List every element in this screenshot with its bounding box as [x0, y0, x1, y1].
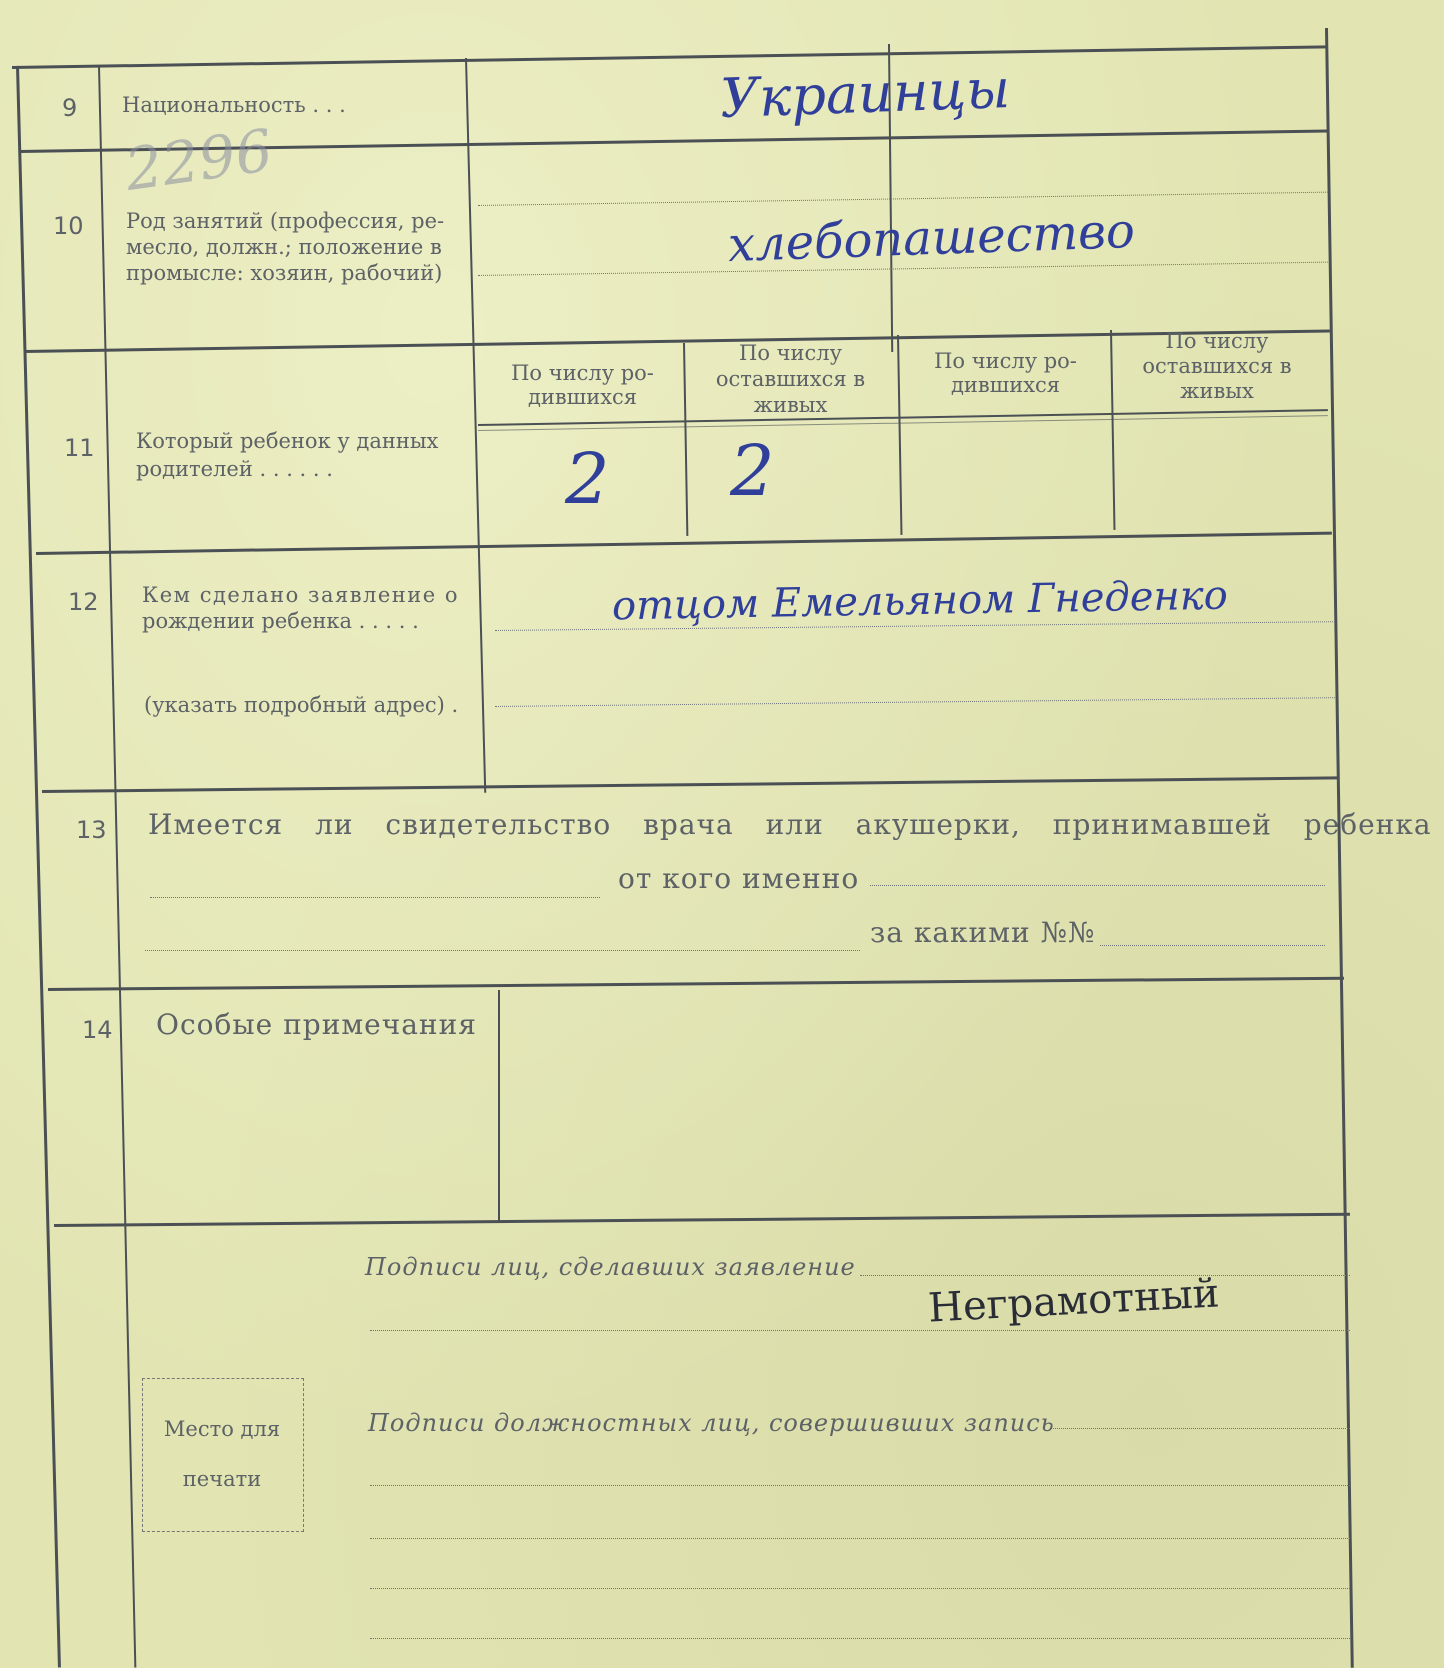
row10-label-line3: промысле: хозяин, рабочий) [126, 261, 443, 285]
row9-value: Украинцы [718, 56, 1012, 131]
row11-header2-line2: оставшихся в [715, 367, 866, 391]
row11-header1-line1: По числу ро- [511, 361, 654, 385]
stamp-place-box [142, 1378, 304, 1532]
row10-number: 10 [53, 212, 84, 240]
row10-label-line1: Род занятий (профессия, ре- [126, 209, 445, 233]
row11-label-line1: Который ребенок у данных [136, 429, 439, 453]
row11-header2-line1: По числу [739, 341, 842, 365]
row11-header3-line2: дившихся [950, 373, 1061, 397]
row14-bottom [54, 1213, 1350, 1227]
officials-signature-label: Подписи должностных лиц, совершивших запись [368, 1409, 1055, 1437]
row13-number: 13 [76, 816, 107, 844]
row12-bottom [42, 776, 1338, 793]
row11-header4-line3: живых [1180, 379, 1254, 403]
r10-dots-1 [478, 192, 1328, 206]
row11-header1-line2: дившихся [527, 385, 638, 409]
row10-label-line2: месло, должн.; положение в [126, 235, 442, 259]
row11-value-born: 2 [565, 438, 610, 520]
row11-header4-line2: оставшихся в [1142, 354, 1292, 378]
left-border [16, 66, 61, 1668]
row9-label: Национальность . . . [122, 93, 346, 117]
row12-label-line2: рождении ребенка . . . . . [142, 609, 419, 633]
label-col-border-r14 [498, 990, 500, 1222]
row11-label-line2: родителей . . . . . . [136, 457, 333, 481]
row13-text: Имеется ли свидетельство врача или акушерки, принимавшей ребенка [148, 808, 1432, 841]
row11-value-living: 2 [730, 430, 775, 512]
right-border [1325, 28, 1354, 1668]
num-col-border [98, 66, 136, 1668]
r13-dots-2 [870, 885, 1325, 886]
row14-label: Особые примечания [156, 1008, 477, 1041]
row11-header4-line1: По числу [1165, 329, 1269, 353]
row13-from-whom: от кого именно [618, 862, 860, 895]
row13-bottom [48, 977, 1344, 991]
row11-col3 [897, 335, 902, 535]
applicant-signature: Неграмотный [926, 1270, 1221, 1332]
r13-dots-1 [150, 897, 600, 898]
row11-header3-line1: По числу ро- [934, 349, 1077, 373]
row12-number: 12 [68, 588, 99, 616]
sig-dots-3 [1050, 1428, 1350, 1429]
row10-margin-note: 2296 [120, 116, 277, 204]
row14-number: 14 [82, 1016, 113, 1044]
row11-bottom [36, 532, 1332, 555]
top-border [12, 45, 1328, 69]
row10-value: хлебопашество [727, 202, 1136, 274]
row12-label-line1: Кем сделано заявление о [142, 583, 460, 607]
stamp-place-line2: печати [182, 1467, 262, 1491]
row12-value: отцом Емельяном Гнеденко [611, 572, 1229, 630]
row12-address-label: (указать подробный адрес) . [144, 693, 459, 717]
r12-dots-2 [495, 697, 1335, 707]
sig-dots-7 [370, 1638, 1350, 1639]
row11-header2-line3: живых [753, 393, 828, 417]
row11-number: 11 [64, 434, 95, 462]
row9-number: 9 [62, 94, 78, 122]
row13-numbers: за какими №№ [870, 916, 1096, 949]
sig-dots-4 [370, 1485, 1350, 1486]
applicants-signature-label: Подписи лиц, сделавших заявление [365, 1253, 856, 1281]
sig-dots-5 [370, 1538, 1350, 1539]
stamp-place-line1: Место для [163, 1417, 281, 1441]
sig-dots-6 [370, 1588, 1350, 1589]
sig-dots-2 [370, 1330, 1350, 1331]
r13-dots-3 [145, 950, 860, 951]
r13-dots-4 [1100, 945, 1325, 946]
